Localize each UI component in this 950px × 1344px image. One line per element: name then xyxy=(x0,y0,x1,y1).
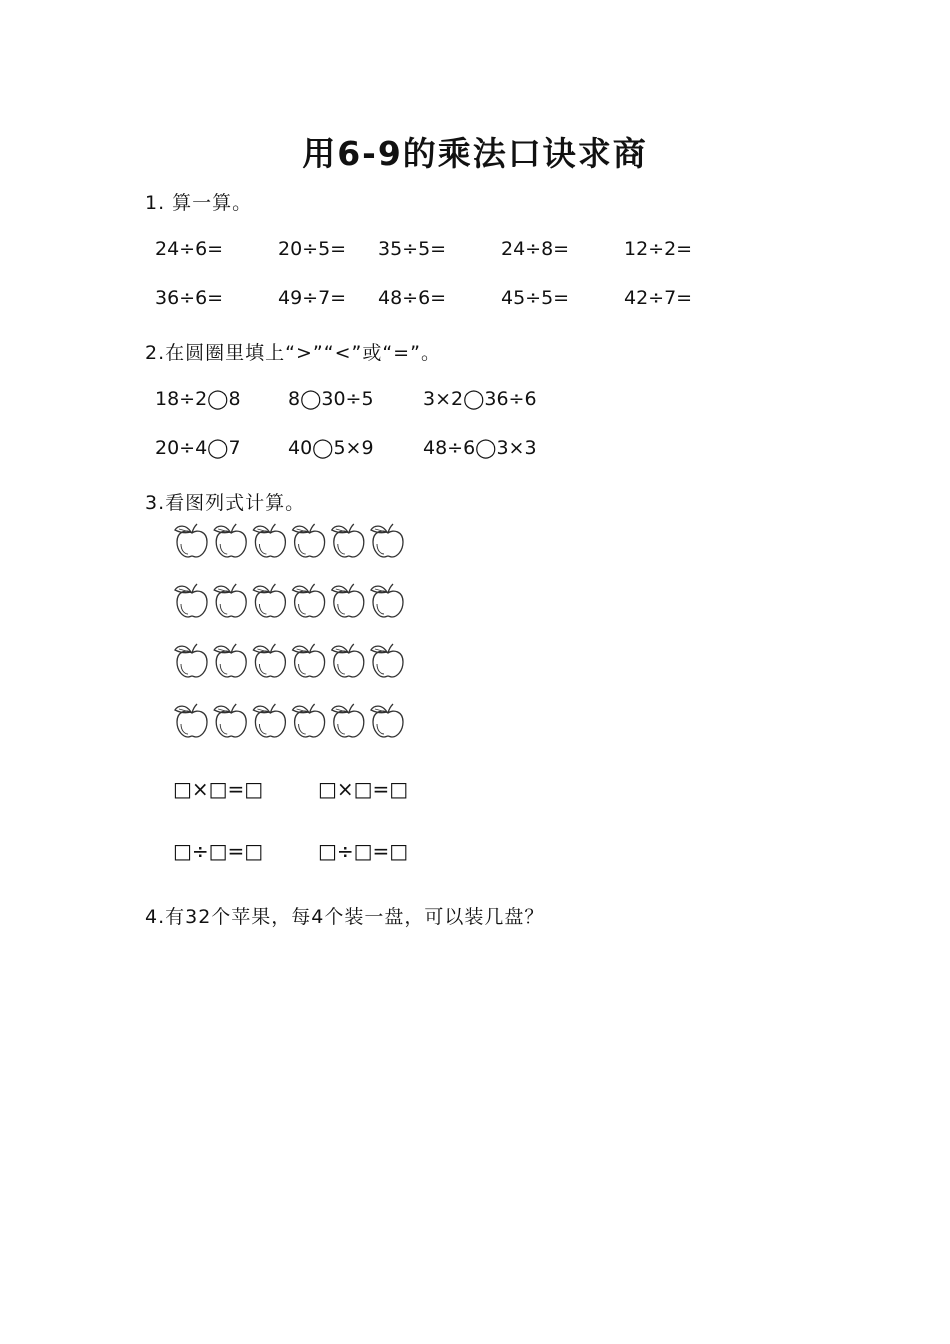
q2-comparison: 3×2◯36÷6 xyxy=(423,388,537,410)
q3-equation-box: □×□=□ xyxy=(318,777,409,801)
q2-comparison: 48÷6◯3×3 xyxy=(423,437,537,459)
apple-icon xyxy=(253,584,285,617)
apple-icon xyxy=(175,644,207,677)
apple-icon xyxy=(293,524,325,557)
q3-equation-box: □÷□=□ xyxy=(318,839,409,863)
apple-icon xyxy=(293,584,325,617)
apple-icon xyxy=(371,644,403,677)
q1-problem: 42÷7= xyxy=(624,287,693,309)
q1-problem: 48÷6= xyxy=(378,287,447,309)
q1-problem: 24÷8= xyxy=(501,238,570,260)
apple-icon xyxy=(214,524,246,557)
q2-comparison: 40◯5×9 xyxy=(288,437,374,459)
apple-icon xyxy=(175,704,207,737)
question-2-heading: 2.在圆圈里填上“>”“<”或“=”。 xyxy=(145,342,441,364)
q1-problem: 20÷5= xyxy=(278,238,347,260)
apple-icon xyxy=(293,704,325,737)
q1-problem: 45÷5= xyxy=(501,287,570,309)
q2-comparison: 18÷2◯8 xyxy=(155,388,241,410)
q2-comparison: 20÷4◯7 xyxy=(155,437,241,459)
apple-icon xyxy=(253,524,285,557)
question-4-heading: 4.有32个苹果，每4个装一盘，可以装几盘？ xyxy=(145,906,545,928)
apple-icon xyxy=(371,704,403,737)
apple-icon xyxy=(332,584,364,617)
question-3-heading: 3.看图列式计算。 xyxy=(145,492,306,514)
question-1-heading: 1. 算一算。 xyxy=(145,192,253,214)
q3-equation-box: □×□=□ xyxy=(173,777,264,801)
apple-icon xyxy=(332,644,364,677)
apple-icon xyxy=(175,584,207,617)
apple-icon xyxy=(214,644,246,677)
apple-icon xyxy=(332,704,364,737)
q1-problem: 35÷5= xyxy=(378,238,447,260)
apple-icon xyxy=(253,644,285,677)
q1-problem: 12÷2= xyxy=(624,238,693,260)
apple-icon xyxy=(253,704,285,737)
apple-icon xyxy=(371,584,403,617)
apple-icon xyxy=(371,524,403,557)
apple-icon xyxy=(175,524,207,557)
q3-equation-box: □÷□=□ xyxy=(173,839,264,863)
q1-problem: 36÷6= xyxy=(155,287,224,309)
apple-icon xyxy=(214,704,246,737)
page-title: 用6-9的乘法口诀求商 xyxy=(302,134,648,173)
q2-comparison: 8◯30÷5 xyxy=(288,388,374,410)
q1-problem: 24÷6= xyxy=(155,238,224,260)
apple-grid xyxy=(170,520,410,744)
apple-icon xyxy=(214,584,246,617)
q1-problem: 49÷7= xyxy=(278,287,347,309)
apple-icon xyxy=(332,524,364,557)
apple-icon xyxy=(293,644,325,677)
